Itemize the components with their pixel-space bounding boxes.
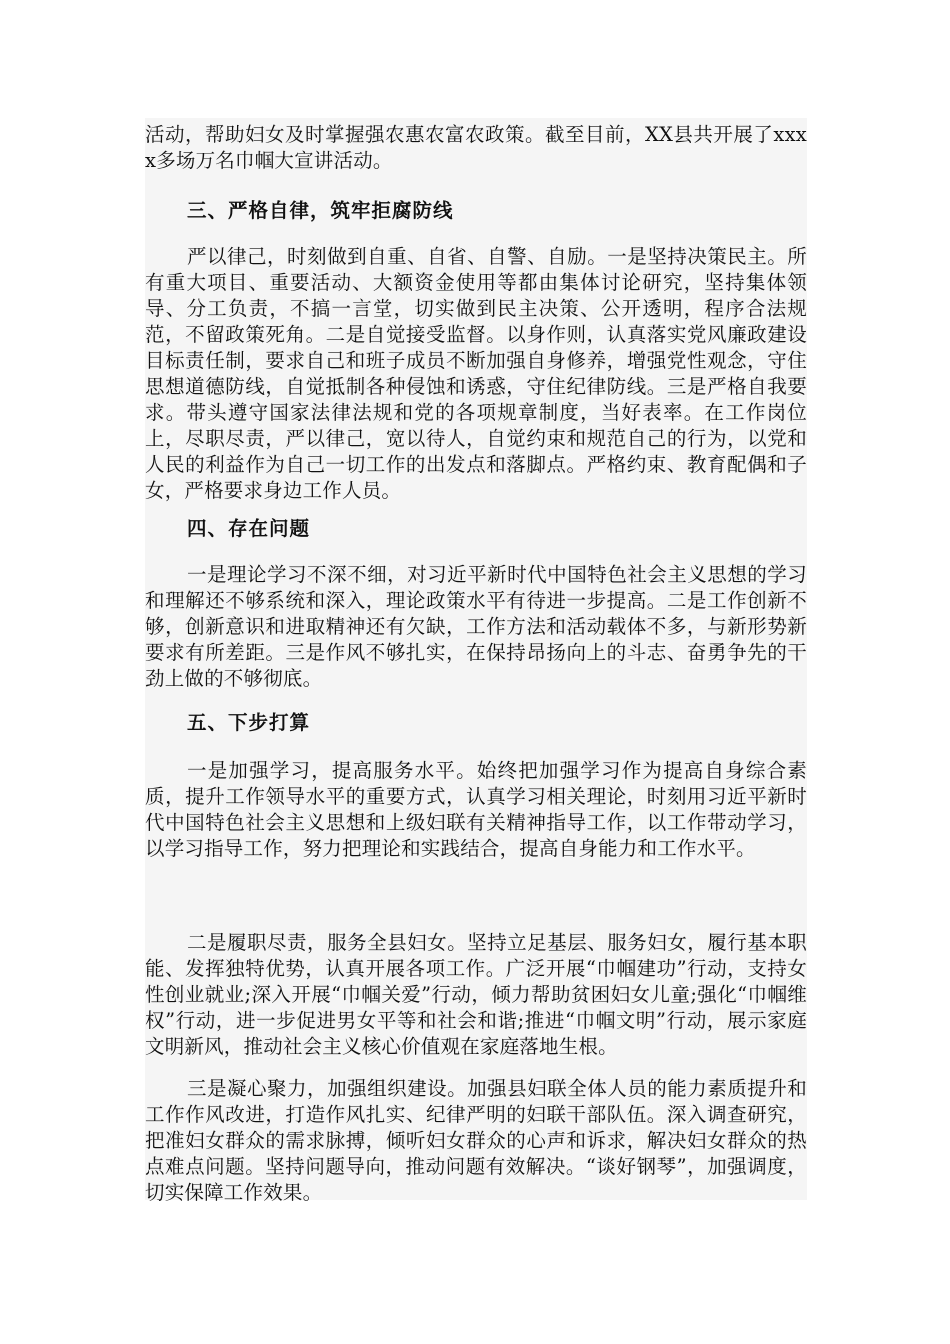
- paragraph-section-5-item-2: 二是履职尽责，服务全县妇女。坚持立足基层、服务妇女，履行基本职能、发挥独特优势，认真开展各项工作。广泛开展“巾帼建功”行动，支持女性创业就业;深入开展“巾帼关爱”行动，倾力帮助贫困妇女儿童;强化“巾帼维权”行动，进一步促进男女平等和社会和谐;推进“巾帼文明”行动，展示家庭文明新风，推动社会主义核心价值观在家庭落地生根。: [145, 931, 807, 1058]
- paragraph-section-5-item-3: 三是凝心聚力，加强组织建设。加强县妇联全体人员的能力素质提升和工作作风改进，打造作风扎实、纪律严明的妇联干部队伍。深入调查研究，把准妇女群众的需求脉搏，倾听妇女群众的心声和诉求，解决妇女群众的热点难点问题。坚持问题导向，推动问题有效解决。“谈好钢琴”，加强调度，切实保障工作效果。: [145, 1077, 807, 1204]
- paragraph-intro: 活动，帮助妇女及时掌握强农惠农富农政策。截至目前，XX县共开展了xxxx多场万名巾帼大宣讲活动。: [145, 123, 807, 172]
- section-heading-4: 四、存在问题: [187, 517, 311, 540]
- paragraph-section-4: 一是理论学习不深不细，对习近平新时代中国特色社会主义思想的学习和理解还不够系统和深入，理论政策水平有待进一步提高。二是工作创新不够，创新意识和进取精神还有欠缺，工作方法和活动载体不多，与新形势新要求有所差距。三是作风不够扎实，在保持昂扬向上的斗志、奋勇争先的干劲上做的不够彻底。: [145, 563, 807, 690]
- section-heading-3: 三、严格自律，筑牢拒腐防线: [187, 199, 454, 222]
- paragraph-section-3: 严以律己，时刻做到自重、自省、自警、自励。一是坚持决策民主。所有重大项目、重要活动、大额资金使用等都由集体讨论研究，坚持集体领导、分工负责，不搞一言堂，切实做到民主决策、公开透明，程序合法规范，不留政策死角。二是自觉接受监督。以身作则，认真落实党风廉政建设目标责任制，要求自己和班子成员不断加强自身修养，增强党性观念，守住思想道德防线，自觉抵制各种侵蚀和诱惑，守住纪律防线。三是严格自我要求。带头遵守国家法律法规和党的各项规章制度，当好表率。在工作岗位上，尽职尽责，严以律己，宽以待人，自觉约束和规范自己的行为，以党和人民的利益作为自己一切工作的出发点和落脚点。严格约束、教育配偶和子女，严格要求身边工作人员。: [145, 245, 807, 502]
- document-page: [145, 118, 807, 1204]
- section-heading-5: 五、下步打算: [187, 711, 311, 734]
- paragraph-section-5-item-1: 一是加强学习，提高服务水平。始终把加强学习作为提高自身综合素质，提升工作领导水平的重要方式，认真学习相关理论，时刻用习近平新时代中国特色社会主义思想和上级妇联有关精神指导工作，以工作带动学习，以学习指导工作，努力把理论和实践结合，提高自身能力和工作水平。: [145, 759, 807, 860]
